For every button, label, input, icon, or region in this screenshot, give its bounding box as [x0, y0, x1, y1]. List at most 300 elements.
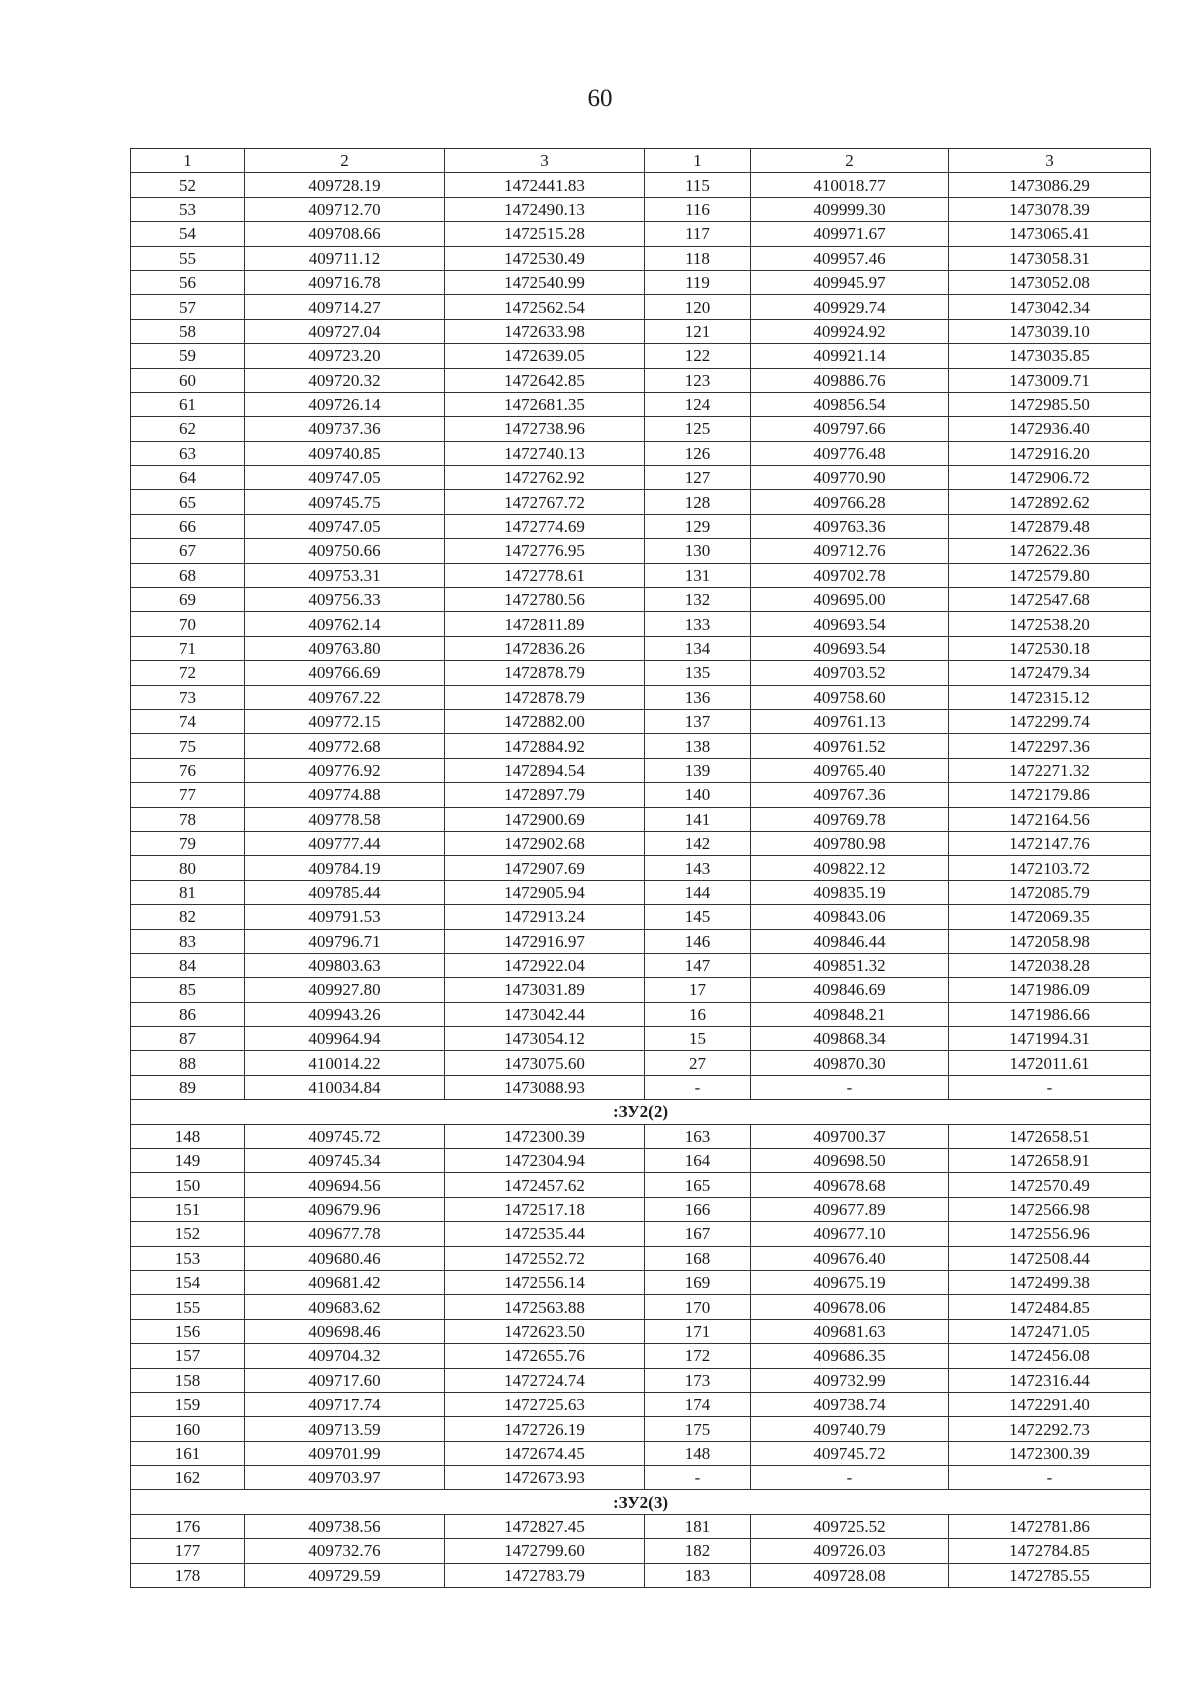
table-cell: 164	[645, 1149, 751, 1173]
table-cell: 63	[131, 441, 245, 465]
table-cell: 409694.56	[245, 1173, 445, 1197]
table-row	[131, 1441, 1151, 1465]
table-cell: 53	[131, 197, 245, 221]
table-cell: 409921.14	[751, 344, 949, 368]
table-row	[131, 734, 1151, 758]
table-cell: 1472633.98	[445, 319, 645, 343]
table-cell: 137	[645, 709, 751, 733]
table-cell: 409726.14	[245, 392, 445, 416]
table-row	[131, 953, 1151, 977]
table-cell: 409740.85	[245, 441, 445, 465]
table-cell: 1473075.60	[445, 1051, 645, 1075]
table-cell: 27	[645, 1051, 751, 1075]
table-cell: 1472499.38	[949, 1270, 1151, 1294]
table-cell: 409765.40	[751, 758, 949, 782]
table-cell: 162	[131, 1466, 245, 1490]
table-cell: 1472622.36	[949, 539, 1151, 563]
table-cell: 136	[645, 685, 751, 709]
table-cell: 80	[131, 856, 245, 880]
table-cell: 1472894.54	[445, 758, 645, 782]
table-cell: 409776.48	[751, 441, 949, 465]
table-cell: 409677.78	[245, 1222, 445, 1246]
table-cell: 1472484.85	[949, 1295, 1151, 1319]
table-row	[131, 636, 1151, 660]
table-cell: 142	[645, 831, 751, 855]
table-cell: 409717.74	[245, 1392, 445, 1416]
table-cell: 183	[645, 1563, 751, 1587]
table-cell: 134	[645, 636, 751, 660]
table-row	[131, 929, 1151, 953]
table-cell: 73	[131, 685, 245, 709]
table-cell: 157	[131, 1344, 245, 1368]
table-cell: 409924.92	[751, 319, 949, 343]
table-cell: 1472471.05	[949, 1319, 1151, 1343]
table-row	[131, 1002, 1151, 1026]
table-cell: 60	[131, 368, 245, 392]
table-cell: 1472878.79	[445, 661, 645, 685]
table-cell: 409796.71	[245, 929, 445, 953]
table-cell: 1472916.20	[949, 441, 1151, 465]
header-cell: 1	[645, 149, 751, 173]
table-cell: 153	[131, 1246, 245, 1270]
table-cell: 116	[645, 197, 751, 221]
table-cell: 145	[645, 905, 751, 929]
table-cell: 409712.70	[245, 197, 445, 221]
table-cell: 64	[131, 466, 245, 490]
table-cell: 61	[131, 392, 245, 416]
header-cell: 2	[245, 149, 445, 173]
table-row	[131, 685, 1151, 709]
table-row	[131, 1539, 1151, 1563]
table-cell: 1472882.00	[445, 709, 645, 733]
table-row	[131, 1124, 1151, 1148]
table-cell: 1472623.50	[445, 1319, 645, 1343]
table-cell: 154	[131, 1270, 245, 1294]
table-cell: 409704.32	[245, 1344, 445, 1368]
table-cell: 1472922.04	[445, 953, 645, 977]
table-cell: 1472517.18	[445, 1197, 645, 1221]
table-cell: 409698.50	[751, 1149, 949, 1173]
table-cell: 117	[645, 222, 751, 246]
table-cell: 1473054.12	[445, 1027, 645, 1051]
table-cell: 409681.42	[245, 1270, 445, 1294]
table-cell: 409679.96	[245, 1197, 445, 1221]
table-cell: 409822.12	[751, 856, 949, 880]
table-cell: 409772.68	[245, 734, 445, 758]
table-cell: 409727.04	[245, 319, 445, 343]
table-cell: 409851.32	[751, 953, 949, 977]
table-row	[131, 1514, 1151, 1538]
table-cell: 409713.59	[245, 1417, 445, 1441]
table-row	[131, 319, 1151, 343]
table-cell: 409750.66	[245, 539, 445, 563]
table-cell: 1472292.73	[949, 1417, 1151, 1441]
table-cell: 86	[131, 1002, 245, 1026]
table-row	[131, 563, 1151, 587]
header-cell: 3	[445, 149, 645, 173]
table-cell: 409738.74	[751, 1392, 949, 1416]
table-cell: 1472508.44	[949, 1246, 1151, 1270]
table-row	[131, 612, 1151, 636]
table-cell: 1472304.94	[445, 1149, 645, 1173]
table-cell: 1472552.72	[445, 1246, 645, 1270]
table-cell: 148	[131, 1124, 245, 1148]
table-cell: 410018.77	[751, 173, 949, 197]
table-row	[131, 588, 1151, 612]
table-cell: 409843.06	[751, 905, 949, 929]
table-row	[131, 417, 1151, 441]
table-cell: 62	[131, 417, 245, 441]
table-cell: 1472778.61	[445, 563, 645, 587]
table-cell: 1472905.94	[445, 880, 645, 904]
table-cell: 409766.69	[245, 661, 445, 685]
table-cell: 1472781.86	[949, 1514, 1151, 1538]
table-cell: 167	[645, 1222, 751, 1246]
header-cell: 3	[949, 149, 1151, 173]
section-heading: :ЗУ2(2)	[131, 1100, 1151, 1124]
table-cell: 1471986.09	[949, 978, 1151, 1002]
table-row	[131, 1295, 1151, 1319]
table-cell: 409703.97	[245, 1466, 445, 1490]
table-cell: 409711.12	[245, 246, 445, 270]
table-cell: 1472164.56	[949, 807, 1151, 831]
table-cell: 409964.94	[245, 1027, 445, 1051]
table-row	[131, 1027, 1151, 1051]
table-cell: 409695.00	[751, 588, 949, 612]
table-cell: 1472299.74	[949, 709, 1151, 733]
table-cell: 409797.66	[751, 417, 949, 441]
table-cell: 409777.44	[245, 831, 445, 855]
table-cell: 409681.63	[751, 1319, 949, 1343]
table-cell: 1472038.28	[949, 953, 1151, 977]
table-cell: 159	[131, 1392, 245, 1416]
table-cell: 409728.08	[751, 1563, 949, 1587]
table-cell: 160	[131, 1417, 245, 1441]
table-cell: 1473035.85	[949, 344, 1151, 368]
table-cell: 15	[645, 1027, 751, 1051]
table-cell: 147	[645, 953, 751, 977]
table-cell: 1472069.35	[949, 905, 1151, 929]
table-cell: 1473031.89	[445, 978, 645, 1002]
table-cell: 409753.31	[245, 563, 445, 587]
table-cell: 58	[131, 319, 245, 343]
table-cell: 1472538.20	[949, 612, 1151, 636]
table-cell: 409929.74	[751, 295, 949, 319]
table-row	[131, 1197, 1151, 1221]
table-cell: 1472740.13	[445, 441, 645, 465]
table-cell: 409999.30	[751, 197, 949, 221]
table-cell: 75	[131, 734, 245, 758]
table-cell: 74	[131, 709, 245, 733]
table-row	[131, 978, 1151, 1002]
table-cell: 409761.13	[751, 709, 949, 733]
table-row	[131, 490, 1151, 514]
table-cell: 409769.78	[751, 807, 949, 831]
table-cell: 121	[645, 319, 751, 343]
table-cell: 409785.44	[245, 880, 445, 904]
table-cell: 1472879.48	[949, 514, 1151, 538]
table-cell: 409745.75	[245, 490, 445, 514]
table-cell: 115	[645, 173, 751, 197]
table-cell: 132	[645, 588, 751, 612]
table-cell: 409778.58	[245, 807, 445, 831]
table-cell: 409701.99	[245, 1441, 445, 1465]
table-cell: 169	[645, 1270, 751, 1294]
table-cell: 1472179.86	[949, 783, 1151, 807]
table-row	[131, 246, 1151, 270]
table-cell: 135	[645, 661, 751, 685]
table-cell: 1472457.62	[445, 1173, 645, 1197]
table-cell: 409676.40	[751, 1246, 949, 1270]
table-row	[131, 758, 1151, 782]
table-cell: 410014.22	[245, 1051, 445, 1075]
table-cell: 88	[131, 1051, 245, 1075]
table-cell: 1472726.19	[445, 1417, 645, 1441]
table-cell: 409791.53	[245, 905, 445, 929]
table-cell: 1472774.69	[445, 514, 645, 538]
table-cell: 1472658.91	[949, 1149, 1151, 1173]
table-cell: 1472556.96	[949, 1222, 1151, 1246]
table-cell: 1472785.55	[949, 1563, 1151, 1587]
table-cell: 409846.69	[751, 978, 949, 1002]
table-row	[131, 1270, 1151, 1294]
table-cell: 1472490.13	[445, 197, 645, 221]
table-cell: 181	[645, 1514, 751, 1538]
table-cell: 151	[131, 1197, 245, 1221]
table-cell: 409868.34	[751, 1027, 949, 1051]
section-heading: :ЗУ2(3)	[131, 1490, 1151, 1514]
table-cell: 1471986.66	[949, 1002, 1151, 1026]
table-cell: 76	[131, 758, 245, 782]
table-cell: 56	[131, 270, 245, 294]
table-cell: 128	[645, 490, 751, 514]
table-cell: 57	[131, 295, 245, 319]
table-cell: 409745.72	[245, 1124, 445, 1148]
table-cell: 409886.76	[751, 368, 949, 392]
page-number: 60	[587, 85, 613, 112]
table-cell: 174	[645, 1392, 751, 1416]
table-cell: 1472738.96	[445, 417, 645, 441]
table-cell: 152	[131, 1222, 245, 1246]
table-cell: 123	[645, 368, 751, 392]
table-cell: 1472570.49	[949, 1173, 1151, 1197]
table-cell: 124	[645, 392, 751, 416]
table-cell: 1472783.79	[445, 1563, 645, 1587]
table-cell: 166	[645, 1197, 751, 1221]
table-cell: 1472639.05	[445, 344, 645, 368]
table-cell: 1472900.69	[445, 807, 645, 831]
table-cell: 1473042.44	[445, 1002, 645, 1026]
table-cell: 1472897.79	[445, 783, 645, 807]
table-cell: 409761.52	[751, 734, 949, 758]
table-cell: 409723.20	[245, 344, 445, 368]
table-cell: 409712.76	[751, 539, 949, 563]
table-cell: 409703.52	[751, 661, 949, 685]
table-cell: 409767.36	[751, 783, 949, 807]
table-cell: 1472563.88	[445, 1295, 645, 1319]
table-cell: 138	[645, 734, 751, 758]
table-cell: 1472658.51	[949, 1124, 1151, 1148]
table-cell: 119	[645, 270, 751, 294]
table-cell: 409762.14	[245, 612, 445, 636]
table-cell: 1472674.45	[445, 1441, 645, 1465]
table-cell: 129	[645, 514, 751, 538]
table-cell: 1472884.92	[445, 734, 645, 758]
table-cell: 144	[645, 880, 751, 904]
table-cell: 130	[645, 539, 751, 563]
table-cell: 409714.27	[245, 295, 445, 319]
table-cell: -	[645, 1466, 751, 1490]
table-cell: 168	[645, 1246, 751, 1270]
table-row	[131, 661, 1151, 685]
table-cell: 409774.88	[245, 783, 445, 807]
table-cell: 1473039.10	[949, 319, 1151, 343]
table-row	[131, 1149, 1151, 1173]
table-cell: 1473058.31	[949, 246, 1151, 270]
table-cell: 1472515.28	[445, 222, 645, 246]
table-cell: 1472906.72	[949, 466, 1151, 490]
coordinates-table	[130, 148, 1151, 1588]
table-cell: 1473042.34	[949, 295, 1151, 319]
table-cell: 72	[131, 661, 245, 685]
table-row	[131, 539, 1151, 563]
table-cell: 1472907.69	[445, 856, 645, 880]
table-cell: 1472297.36	[949, 734, 1151, 758]
table-cell: 165	[645, 1173, 751, 1197]
table-cell: 140	[645, 783, 751, 807]
table-cell: 170	[645, 1295, 751, 1319]
table-cell: 173	[645, 1368, 751, 1392]
table-cell: 409772.15	[245, 709, 445, 733]
table-cell: 1472913.24	[445, 905, 645, 929]
table-cell: 409763.80	[245, 636, 445, 660]
table-cell: 1472530.49	[445, 246, 645, 270]
table-cell: 77	[131, 783, 245, 807]
table-cell: 409835.19	[751, 880, 949, 904]
table-row	[131, 1466, 1151, 1490]
table-cell: 1472315.12	[949, 685, 1151, 709]
table-cell: 409732.76	[245, 1539, 445, 1563]
table-cell: 1472085.79	[949, 880, 1151, 904]
table-cell: 146	[645, 929, 751, 953]
table-cell: 409745.72	[751, 1441, 949, 1465]
table-cell: 409784.19	[245, 856, 445, 880]
table-cell: 409767.22	[245, 685, 445, 709]
table-cell: 409756.33	[245, 588, 445, 612]
table-cell: 1472776.95	[445, 539, 645, 563]
table-cell: 1472011.61	[949, 1051, 1151, 1075]
table-row	[131, 1417, 1151, 1441]
table-cell: 409846.44	[751, 929, 949, 953]
table-cell: 1472441.83	[445, 173, 645, 197]
table-row	[131, 880, 1151, 904]
table-cell: 1472762.92	[445, 466, 645, 490]
table-cell: 1472916.97	[445, 929, 645, 953]
table-cell: 150	[131, 1173, 245, 1197]
table-cell: 127	[645, 466, 751, 490]
table-row	[131, 392, 1151, 416]
table-cell: 1472103.72	[949, 856, 1151, 880]
table-cell: 1472878.79	[445, 685, 645, 709]
table-cell: 409716.78	[245, 270, 445, 294]
table-cell: 1472316.44	[949, 1368, 1151, 1392]
table-cell: 177	[131, 1539, 245, 1563]
table-cell: 409729.59	[245, 1563, 445, 1587]
table-cell: 78	[131, 807, 245, 831]
table-cell: 1472892.62	[949, 490, 1151, 514]
coordinates-table-body	[131, 149, 1151, 1588]
table-row	[131, 856, 1151, 880]
table-cell: 409738.56	[245, 1514, 445, 1538]
table-cell: -	[949, 1466, 1151, 1490]
table-cell: 1472535.44	[445, 1222, 645, 1246]
table-cell: 55	[131, 246, 245, 270]
table-cell: 148	[645, 1441, 751, 1465]
table-cell: 65	[131, 490, 245, 514]
table-cell: 409720.32	[245, 368, 445, 392]
table-cell: 409803.63	[245, 953, 445, 977]
table-cell: 409927.80	[245, 978, 445, 1002]
table-cell: 161	[131, 1441, 245, 1465]
table-row	[131, 1392, 1151, 1416]
table-cell: 126	[645, 441, 751, 465]
table-cell: 172	[645, 1344, 751, 1368]
table-cell: 409943.26	[245, 1002, 445, 1026]
table-cell: 409856.54	[751, 392, 949, 416]
table-cell: 1472985.50	[949, 392, 1151, 416]
table-row	[131, 1344, 1151, 1368]
table-cell: 155	[131, 1295, 245, 1319]
table-cell: 149	[131, 1149, 245, 1173]
table-row	[131, 344, 1151, 368]
table-cell: -	[751, 1466, 949, 1490]
table-cell: 1472767.72	[445, 490, 645, 514]
table-cell: 1471994.31	[949, 1027, 1151, 1051]
table-cell: 67	[131, 539, 245, 563]
table-cell: 409848.21	[751, 1002, 949, 1026]
table-cell: 1472566.98	[949, 1197, 1151, 1221]
table-header-row	[131, 149, 1151, 173]
table-cell: 1473009.71	[949, 368, 1151, 392]
table-cell: 1473065.41	[949, 222, 1151, 246]
table-cell: 1472479.34	[949, 661, 1151, 685]
table-cell: 120	[645, 295, 751, 319]
table-cell: 409693.54	[751, 636, 949, 660]
table-cell: 1472836.26	[445, 636, 645, 660]
table-row	[131, 1319, 1151, 1343]
table-cell: 1472902.68	[445, 831, 645, 855]
table-cell: 89	[131, 1075, 245, 1099]
table-row	[131, 709, 1151, 733]
table-cell: 1472530.18	[949, 636, 1151, 660]
table-cell: -	[645, 1075, 751, 1099]
table-cell: 1473088.93	[445, 1075, 645, 1099]
table-cell: 143	[645, 856, 751, 880]
table-cell: 409725.52	[751, 1514, 949, 1538]
table-cell: 409747.05	[245, 466, 445, 490]
table-cell: 1472147.76	[949, 831, 1151, 855]
table-cell: 1473086.29	[949, 173, 1151, 197]
table-cell: 409675.19	[751, 1270, 949, 1294]
table-cell: 1472681.35	[445, 392, 645, 416]
table-cell: 409693.54	[751, 612, 949, 636]
table-cell: 1472556.14	[445, 1270, 645, 1294]
table-cell: 70	[131, 612, 245, 636]
table-cell: 81	[131, 880, 245, 904]
table-cell: 1472300.39	[445, 1124, 645, 1148]
table-cell: 85	[131, 978, 245, 1002]
table-cell: 409700.37	[751, 1124, 949, 1148]
